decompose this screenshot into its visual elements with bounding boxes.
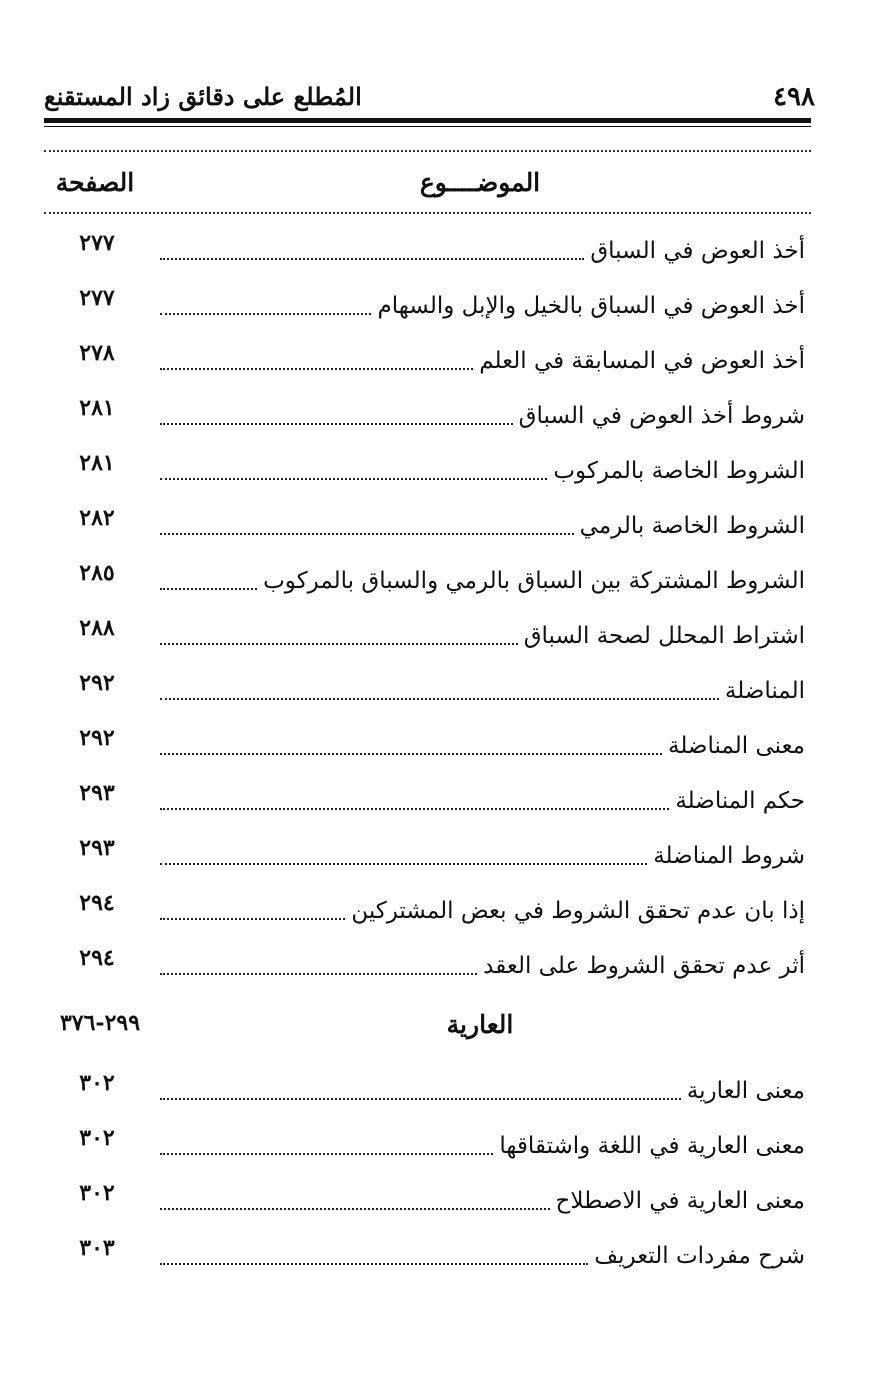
entry-title: معنى العارية: [686, 1078, 805, 1104]
entry-page-number: ٢٩٣: [79, 835, 115, 861]
entry-title: شرح مفردات التعريف: [594, 1243, 805, 1269]
toc-entry[interactable]: [0, 823, 885, 873]
dot-leader: [160, 533, 574, 535]
entry-page-number: ٢٨٢: [79, 505, 115, 531]
entry-page-number: ٢٨١: [79, 450, 115, 476]
entry-page-number: ٣٠٢: [79, 1180, 115, 1206]
toc-entry[interactable]: [0, 1113, 885, 1163]
entry-title: شروط أخذ العوض في السباق: [518, 403, 805, 429]
dot-leader: [160, 698, 719, 700]
dot-leader: [160, 973, 477, 975]
toc-entry[interactable]: [0, 713, 885, 763]
entry-title: أخذ العوض في المسابقة في العلم: [479, 348, 805, 374]
dot-leader: [160, 1098, 681, 1100]
toc-entry[interactable]: [0, 658, 885, 708]
entry-title: المناضلة: [724, 678, 805, 704]
toc-entry[interactable]: [0, 218, 885, 268]
entry-title: اشتراط المحلل لصحة السباق: [523, 623, 805, 649]
entry-page-number: ٢٧٨: [79, 340, 115, 366]
toc-entry[interactable]: [0, 493, 885, 543]
dot-leader: [160, 863, 647, 865]
book-title: المُطلع على دقائق زاد المستقنع: [44, 82, 362, 111]
entry-page-number: ٢٩٤: [79, 890, 115, 916]
top-divider: [44, 150, 811, 152]
entry-title: أخذ العوض في السباق: [590, 238, 805, 264]
entry-page-number: ٢٩٢: [79, 725, 115, 751]
toc-entry[interactable]: [0, 273, 885, 323]
dot-leader: [160, 313, 371, 315]
entry-page-number: ٣٠٢: [79, 1070, 115, 1096]
toc-entry[interactable]: [0, 1168, 885, 1218]
toc-entry[interactable]: [0, 603, 885, 653]
header-rule: [44, 118, 811, 123]
dot-leader: [160, 753, 662, 755]
dot-leader: [160, 918, 345, 920]
dot-leader: [160, 478, 547, 480]
dot-leader: [160, 1263, 588, 1265]
entry-title: معنى العارية في الاصطلاح: [555, 1188, 805, 1214]
topic-column-header: الموضــــوع: [419, 168, 541, 197]
dot-leader: [160, 588, 257, 590]
toc-entry[interactable]: [0, 383, 885, 433]
entry-title: الشروط الخاصة بالمركوب: [553, 458, 805, 484]
entry-title: معنى العارية في اللغة واشتقاقها: [499, 1133, 805, 1159]
dot-leader: [160, 643, 518, 645]
entry-page-number: ٢٨٥: [79, 560, 115, 586]
entry-page-number: ٢٩٢: [79, 670, 115, 696]
page-number: ٤٩٨: [773, 82, 815, 112]
entry-title: حكم المناضلة: [675, 788, 805, 814]
dot-leader: [160, 368, 473, 370]
dot-leader: [160, 258, 584, 260]
entry-title: أخذ العوض في السباق بالخيل والإبل والسهام: [377, 293, 805, 319]
toc-entry[interactable]: [0, 1223, 885, 1273]
dot-leader: [160, 423, 513, 425]
toc-entry[interactable]: [0, 438, 885, 488]
entry-page-number: ٣٠٢: [79, 1125, 115, 1151]
dot-leader: [160, 1153, 493, 1155]
entry-title: الشروط الخاصة بالرمي: [579, 513, 805, 539]
dot-leader: [160, 808, 669, 810]
header-rule-thin: [44, 126, 811, 127]
entry-title: أثر عدم تحقق الشروط على العقد: [483, 953, 805, 979]
section-title: العارية: [446, 1010, 514, 1039]
entry-page-number: ٢٩٣: [79, 780, 115, 806]
toc-entry[interactable]: [0, 328, 885, 378]
entry-page-number: ٢٨١: [79, 395, 115, 421]
header-divider: [44, 212, 811, 214]
toc-entry[interactable]: [0, 933, 885, 983]
section-heading[interactable]: [0, 1000, 885, 1050]
entry-page-number: ٢٧٧: [79, 285, 115, 311]
page-column-header: الصفحة: [55, 168, 135, 197]
entry-page-number: ٢٨٨: [79, 615, 115, 641]
entry-title: إذا بان عدم تحقق الشروط في بعض المشتركين: [351, 898, 805, 924]
running-header: [44, 78, 815, 114]
toc-entry[interactable]: [0, 1058, 885, 1108]
section-page-range: ٢٩٩-٣٧٦: [59, 1010, 141, 1036]
entry-title: شروط المناضلة: [653, 843, 805, 869]
toc-entry[interactable]: [0, 878, 885, 928]
entry-title: معنى المناضلة: [668, 733, 805, 759]
entry-page-number: ٣٠٣: [79, 1235, 115, 1261]
entry-title: الشروط المشتركة بين السباق بالرمي والسباق بالمركوب: [263, 568, 805, 594]
toc-entry[interactable]: [0, 548, 885, 598]
toc-entry[interactable]: [0, 768, 885, 818]
entry-page-number: ٢٧٧: [79, 230, 115, 256]
dot-leader: [160, 1208, 550, 1210]
entry-page-number: ٢٩٤: [79, 945, 115, 971]
